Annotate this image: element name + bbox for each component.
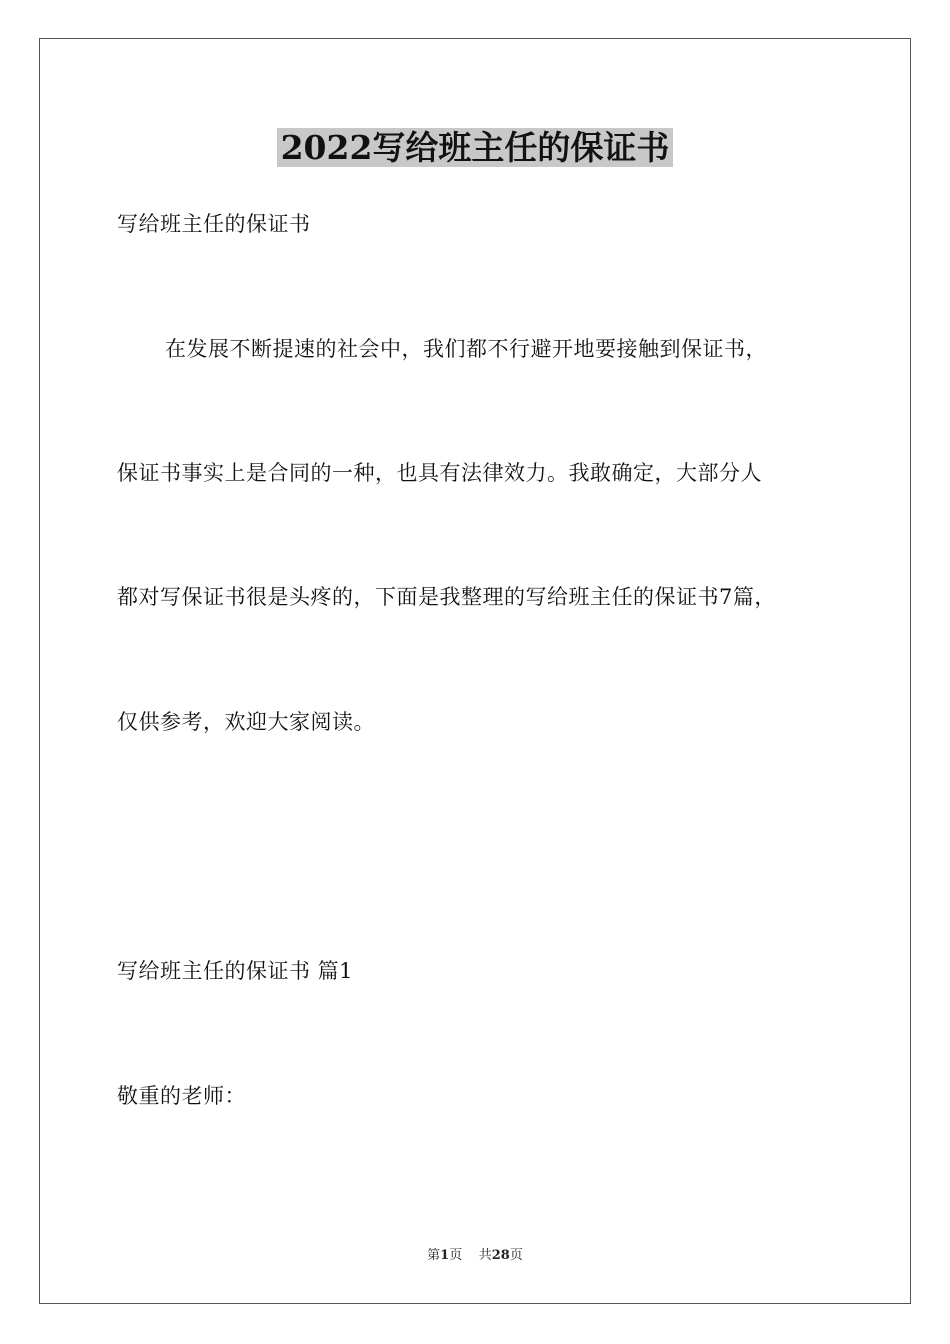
page-number: 1 (440, 1248, 450, 1263)
page-footer (0, 1247, 950, 1265)
intro-line-3: 都对写保证书很是头疼的，下面是我整理的写给班主任的保证书7篇， (117, 585, 776, 609)
intro-line-2: 保证书事实上是合同的一种，也具有法律效力。我敢确定，大部分人 (117, 461, 762, 485)
salutation: 敬重的老师： (117, 1084, 246, 1108)
page-prefix: 第 (427, 1248, 441, 1263)
intro-line-1: 在发展不断提速的社会中，我们都不行避开地要接触到保证书， (165, 337, 767, 361)
total-suffix: 页 (509, 1248, 523, 1263)
total-pages: 28 (491, 1248, 510, 1263)
total-prefix: 共 (478, 1248, 492, 1263)
document-title-text: 2022写给班主任的保证书 (277, 128, 674, 167)
document-title (0, 128, 950, 168)
page-suffix: 页 (449, 1248, 463, 1263)
document-subtitle: 写给班主任的保证书 (117, 212, 311, 236)
section-heading: 写给班主任的保证书 篇1 (117, 959, 354, 983)
intro-line-4: 仅供参考，欢迎大家阅读。 (117, 710, 375, 734)
